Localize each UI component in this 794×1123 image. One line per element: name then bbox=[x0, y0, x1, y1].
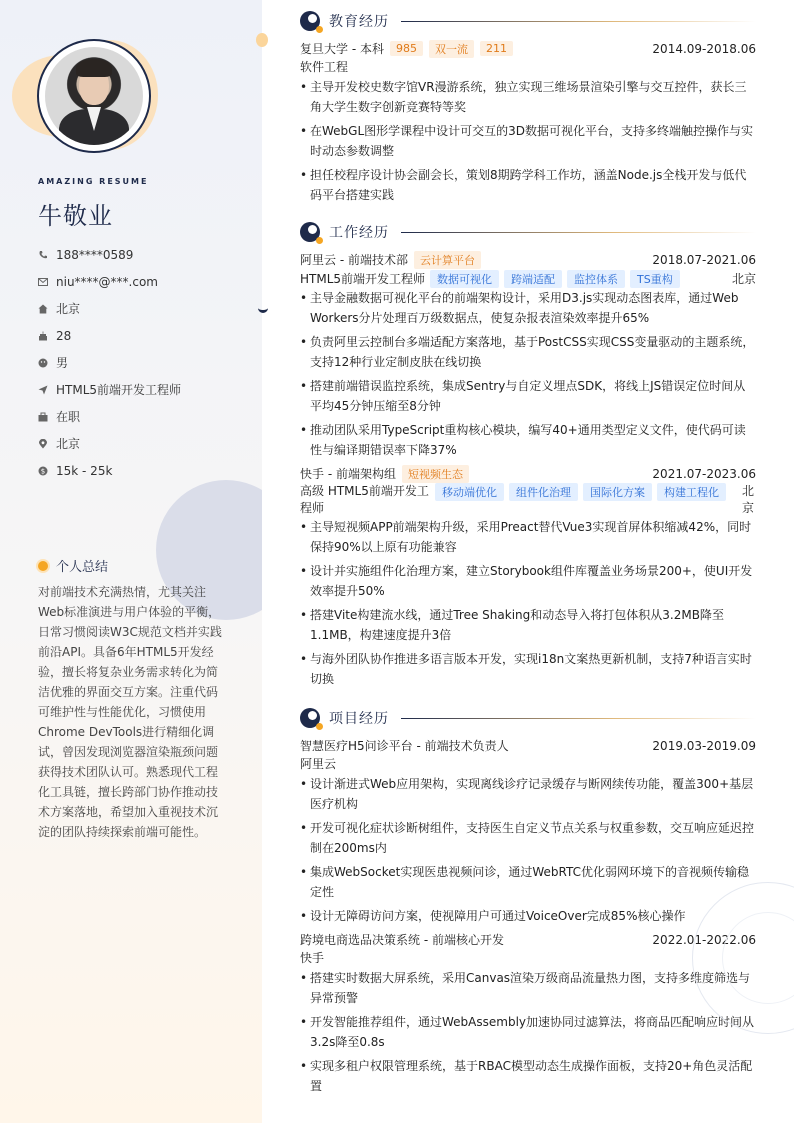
summary-heading bbox=[38, 556, 108, 575]
job-entry bbox=[300, 250, 756, 460]
skill-tag: TS重构 bbox=[630, 270, 680, 288]
job-city: 北京 bbox=[731, 272, 756, 286]
list-item: • 搭建Vite构建流水线，通过Tree Shaking和动态导入将打包体积从3.2MB降至1.1MB，构建速度提升3倍 bbox=[300, 605, 756, 645]
email-text: niu****@***.com bbox=[56, 274, 158, 289]
mail-icon bbox=[38, 277, 48, 287]
summary-title-text: 个人总结 bbox=[56, 560, 109, 575]
education-entry bbox=[300, 39, 756, 58]
contact-info-list bbox=[38, 241, 181, 484]
list-item: • 推动团队采用TypeScript重构核心模块，编写40+通用类型定义文件，使代码可读性与编译期错误率下降37% bbox=[300, 420, 756, 460]
project-name: 智慧医疗H5问诊平台 - 前端技术负责人 bbox=[300, 739, 509, 753]
info-email bbox=[38, 268, 181, 295]
list-item: • 设计并实施组件化治理方案，建立Storybook组件库覆盖业务场景200+，使UI开发效率提升50% bbox=[300, 561, 756, 601]
school-name: 复旦大学 - 本科 bbox=[300, 42, 384, 56]
company-tag: 短视频生态 bbox=[402, 465, 469, 483]
skill-tag: 数据可视化 bbox=[430, 270, 499, 288]
gender-text: 男 bbox=[56, 356, 69, 370]
job-position: 高级 HTML5前端开发工程师 bbox=[300, 484, 429, 515]
svg-text:$: $ bbox=[40, 467, 46, 475]
job-date: 2018.07-2021.06 bbox=[652, 252, 756, 267]
project-name: 跨境电商选品决策系统 - 前端核心开发 bbox=[300, 933, 504, 947]
list-item: • 在WebGL图形学课程中设计可交互的3D数据可视化平台，支持多终端触控操作与实时动态参数调整 bbox=[300, 121, 756, 161]
summary-text: 对前端技术充满热情，尤其关注Web标准演进与用户体验的平衡，日常习惯阅读W3C规范文档并实践前沿API。具备6年HTML5开发经验，擅长将复杂业务需求转化为简洁优雅的界面交互方案。注重代码可维护性与性能优化，习惯使用Chrome DevTools进行精细化调试，曾因发现浏览器渲染瓶颈问题获得技术团队认可。熟悉现代工程化工具链，擅长跨部门协作推动技术方案落地，希望加入重视技术沉淀的团队持续探索前端可能性。 bbox=[38, 585, 222, 839]
project-company: 快手 bbox=[300, 951, 325, 965]
list-item: • 设计无障碍访问方案，使视障用户可通过VoiceOver完成85%核心操作 bbox=[300, 906, 756, 926]
job-bullets bbox=[300, 288, 756, 460]
sidebar bbox=[0, 0, 262, 1123]
info-age bbox=[38, 322, 181, 349]
list-item: • 与海外团队协作推进多语言版本开发，实现i18n文案热更新机制，支持7种语言实时切换 bbox=[300, 649, 756, 689]
education-bullets bbox=[300, 77, 756, 205]
info-phone bbox=[38, 241, 181, 268]
section-divider bbox=[401, 21, 756, 22]
phone-text: 188****0589 bbox=[56, 247, 134, 262]
section-divider bbox=[401, 232, 756, 233]
section-title: 工作经历 bbox=[329, 225, 389, 241]
list-item: • 设计渐进式Web应用架构，实现离线诊疗记录缓存与断网续传功能，覆盖300+基层医疗机构 bbox=[300, 774, 756, 814]
company-tag: 云计算平台 bbox=[414, 251, 481, 269]
project-company: 阿里云 bbox=[300, 757, 337, 771]
section-header bbox=[300, 9, 756, 33]
candidate-name: 牛敬业 bbox=[38, 202, 113, 230]
city-text: 北京 bbox=[56, 437, 81, 451]
info-city bbox=[38, 430, 181, 457]
school-tag: 985 bbox=[390, 41, 423, 56]
project-entry bbox=[300, 736, 756, 926]
education-section bbox=[300, 9, 756, 209]
section-divider bbox=[401, 718, 756, 719]
info-position bbox=[38, 376, 181, 403]
position-text: HTML5前端开发工程师 bbox=[56, 383, 182, 397]
job-city: 北京 bbox=[742, 484, 755, 515]
project-date: 2019.03-2019.09 bbox=[652, 738, 756, 753]
section-header bbox=[300, 220, 756, 244]
project-bullets bbox=[300, 968, 756, 1096]
job-bullets bbox=[300, 517, 756, 689]
salary-text: 15k - 25k bbox=[56, 463, 113, 478]
work-section bbox=[300, 220, 756, 693]
section-badge-icon bbox=[300, 708, 320, 728]
company-name: 快手 - 前端架构组 bbox=[300, 467, 396, 481]
projects-section bbox=[300, 706, 756, 1100]
list-item: • 开发可视化症状诊断树组件，支持医生自定义节点关系与权重参数，交互响应延迟控制在200ms内 bbox=[300, 818, 756, 858]
job-position: HTML5前端开发工程师 bbox=[300, 272, 426, 286]
list-item: • 主导金融数据可视化平台的前端架构设计，采用D3.js实现动态图表库，通过Web Workers分片处理百万级数据点，使复杂报表渲染效率提升65% bbox=[300, 288, 756, 328]
skill-tag: 构建工程化 bbox=[657, 483, 726, 501]
info-status bbox=[38, 403, 181, 430]
salary-icon bbox=[38, 466, 48, 476]
section-title: 教育经历 bbox=[329, 14, 389, 30]
skill-tag: 移动端优化 bbox=[435, 483, 504, 501]
section-badge-icon bbox=[300, 11, 320, 31]
job-date: 2021.07-2023.06 bbox=[652, 466, 756, 481]
info-gender bbox=[38, 349, 181, 376]
skill-tag: 跨端适配 bbox=[504, 270, 562, 288]
list-item: • 集成WebSocket实现医患视频问诊，通过WebRTC优化弱网环境下的音视频传输稳定性 bbox=[300, 862, 756, 902]
section-badge-icon bbox=[300, 222, 320, 242]
list-item: • 负责阿里云控制台多端适配方案落地，基于PostCSS实现CSS变量驱动的主题系统，支持12种行业定制皮肤在线切换 bbox=[300, 332, 756, 372]
section-header bbox=[300, 706, 756, 730]
list-item: • 实现多租户权限管理系统，基于RBAC模型动态生成操作面板，支持20+角色灵活配置 bbox=[300, 1056, 756, 1096]
major: 软件工程 bbox=[300, 60, 349, 74]
home-text: 北京 bbox=[56, 302, 81, 316]
list-item: • 搭建前端错误监控系统，集成Sentry与自定义埋点SDK，将线上JS错误定位时间从平均45分钟压缩至8分钟 bbox=[300, 376, 756, 416]
phone-icon bbox=[38, 250, 48, 260]
list-item: • 主导短视频APP前端架构升级，采用Preact替代Vue3实现首屏体积缩减42%，同时保持90%以上原有功能兼容 bbox=[300, 517, 756, 557]
list-item: • 担任校程序设计协会副会长，策划8期跨学科工作坊，涵盖Node.js全栈开发与低代码平台搭建实践 bbox=[300, 165, 756, 205]
decor-mark bbox=[258, 298, 268, 313]
location-icon bbox=[38, 439, 48, 449]
briefcase-icon bbox=[38, 412, 48, 422]
age-text: 28 bbox=[56, 328, 72, 343]
skill-tag: 监控体系 bbox=[567, 270, 625, 288]
skill-tag: 组件化治理 bbox=[509, 483, 578, 501]
school-tag: 双一流 bbox=[429, 40, 474, 58]
info-salary bbox=[38, 457, 181, 484]
send-icon bbox=[38, 385, 48, 395]
decor-dot bbox=[256, 33, 268, 47]
list-item: • 开发智能推荐组件，通过WebAssembly加速协同过滤算法，将商品匹配响应时间从3.2s降至0.8s bbox=[300, 1012, 756, 1052]
bullet-dot-icon bbox=[38, 561, 48, 571]
avatar bbox=[45, 47, 143, 145]
gender-icon bbox=[38, 358, 48, 368]
avatar-frame bbox=[37, 39, 151, 153]
company-name: 阿里云 - 前端技术部 bbox=[300, 253, 408, 267]
project-date: 2022.01-2022.06 bbox=[652, 932, 756, 947]
home-icon bbox=[38, 304, 48, 314]
info-home bbox=[38, 295, 181, 322]
cake-icon bbox=[38, 331, 48, 341]
education-date: 2014.09-2018.06 bbox=[652, 41, 756, 56]
job-entry bbox=[300, 464, 756, 689]
list-item: • 主导开发校史数字馆VR漫游系统，独立实现三维场景渲染引擎与交互控件，获长三角大学生数字创新竞赛特等奖 bbox=[300, 77, 756, 117]
list-item: • 搭建实时数据大屏系统，采用Canvas渲染万级商品流量热力图，支持多维度筛选与异常预警 bbox=[300, 968, 756, 1008]
status-text: 在职 bbox=[56, 410, 81, 424]
resume-tagline: AMAZING RESUME bbox=[38, 177, 149, 186]
school-tag: 211 bbox=[480, 41, 513, 56]
section-title: 项目经历 bbox=[329, 711, 389, 727]
project-entry bbox=[300, 930, 756, 1096]
skill-tag: 国际化方案 bbox=[583, 483, 652, 501]
project-bullets bbox=[300, 774, 756, 926]
